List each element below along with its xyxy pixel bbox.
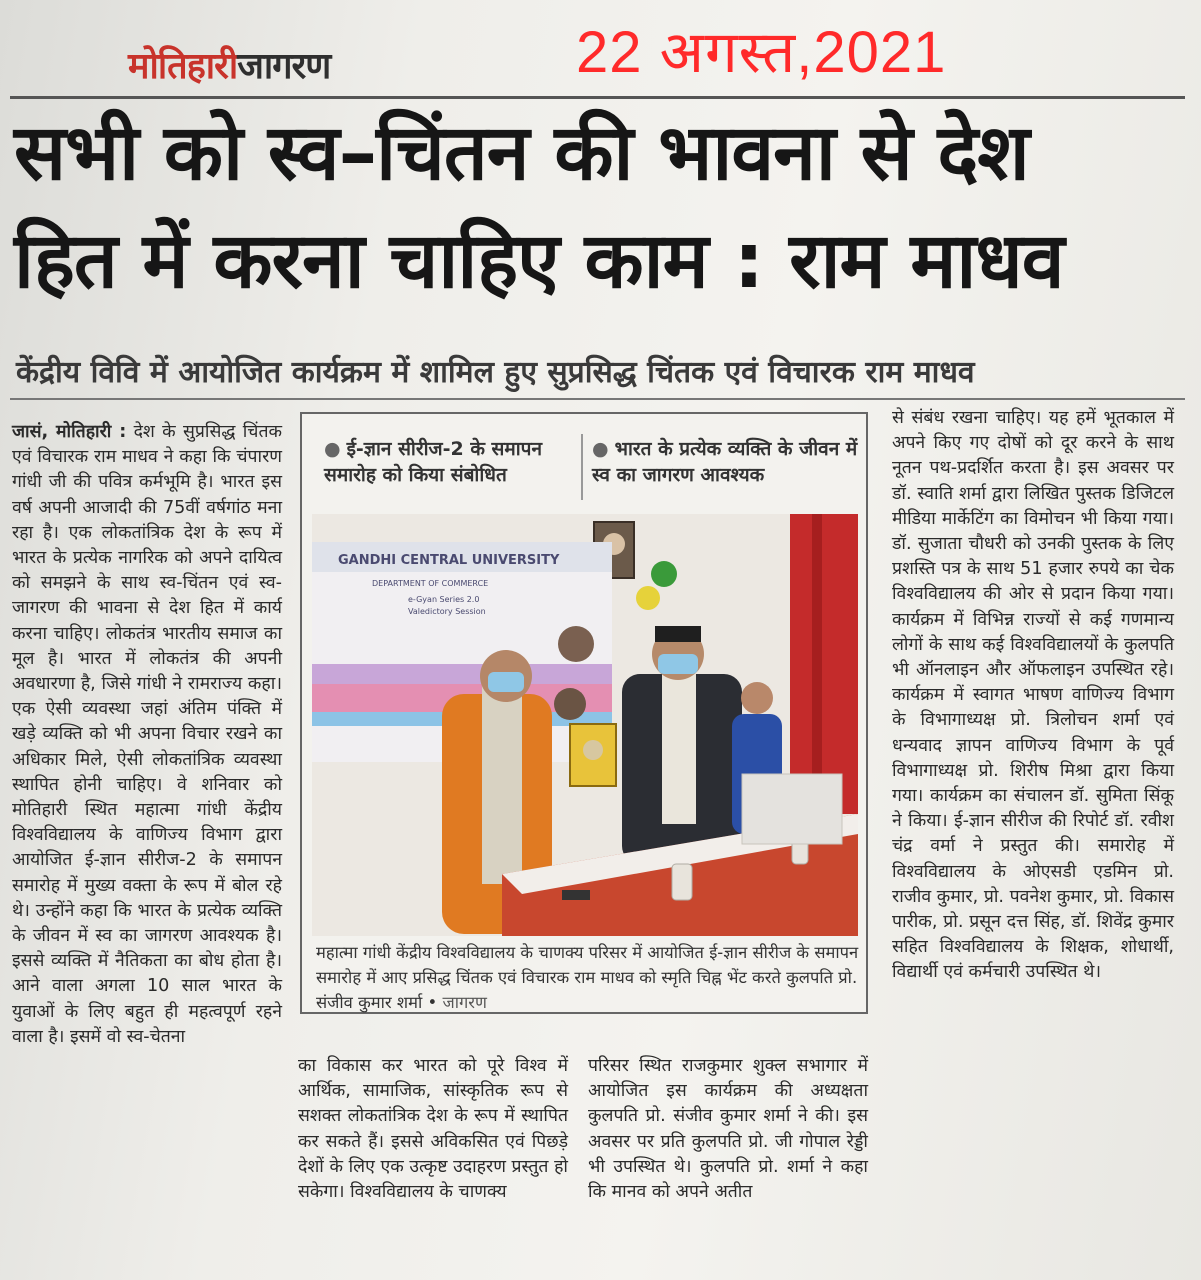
- event-photo-illustration: [312, 514, 858, 936]
- podium: [742, 774, 842, 844]
- water-glass-icon: [672, 864, 692, 900]
- article-column-3: परिसर स्थित राजकुमार शुक्ल सभागार में आयोजित इस कार्यक्रम की अध्यक्षता कुलपति प्रो. संजीव कुमार शर्मा ने की। इस अवसर पर प्रति कुलपति प्रो. जी गोपाल रेड्डी भी उपस्थित थे। कुलपति प्रो. शर्मा ने कहा कि मानव को अपने अतीत: [588, 1056, 868, 1203]
- person-right-hair: [655, 626, 701, 642]
- masthead-city: मोतिहारी: [128, 46, 238, 87]
- tagline-2-text: भारत के प्रत्येक व्यक्ति के जीवन में स्व का जागरण आवश्यक: [592, 438, 858, 486]
- tagline-divider: [581, 434, 583, 500]
- masthead: [128, 40, 330, 89]
- balloon-green-icon: [651, 561, 677, 587]
- date-stamp: 22 अगस्त,2021: [576, 20, 947, 85]
- masthead-rule: [10, 96, 1185, 99]
- tagline-1: [324, 436, 574, 488]
- memento-portrait: [583, 740, 603, 760]
- headline: [14, 100, 1189, 316]
- subheadline: केंद्रीय विवि में आयोजित कार्यक्रम में शामिल हुए सुप्रसिद्ध चिंतक एवं विचारक राम माधव: [16, 355, 975, 390]
- photo-credit: जागरण: [442, 993, 487, 1012]
- masthead-paper: जागरण: [237, 46, 331, 87]
- person-right-scarf: [662, 664, 696, 824]
- banner-purple-band: [312, 664, 612, 684]
- banner-line-4: Valedictory Session: [408, 607, 486, 616]
- subhead-rule: [10, 398, 1185, 400]
- tagline-2: [592, 436, 862, 488]
- event-photo: [312, 514, 858, 936]
- photo-caption: [316, 940, 864, 1015]
- article-column-4: से संबंध रखना चाहिए। यह हमें भूतकाल में अपने किए गए दोषों को दूर करने के साथ नूतन पथ-प्रदर्शित करता है। इस अवसर पर डॉ. स्वाति शर्मा द्वारा लिखित पुस्तक डिजिटल मीडिया मार्केटिंग का विमोचन भी किया गया। डॉ. सुजाता चौधरी को उनकी पुस्तक के लिए प्रशस्ति पत्र के साथ 51 हजार रुपये का चेक विश्वविद्यालय की ओर से प्रदान किया गया। कार्यक्रम में विभिन्न राज्यों से कई गणमान्य लोगों के साथ कई विश्वविद्यालयों के कुलपति भी ऑनलाइन और ऑफलाइन उपस्थित रहे। कार्यक्रम में स्वागत भाषण वाणिज्य विभाग के विभागाध्यक्ष प्रो. त्रिलोचन शर्मा एवं धन्यवाद ज्ञापन वाणिज्य विभाग के पूर्व विभागाध्यक्ष प्रो. शिरीष मिश्रा द्वारा किया गया। कार्यक्रम का संचालन डॉ. सुमिता सिंकू ने किया। ई-ज्ञान सीरीज की रिपोर्ट डॉ. रवीश चंद्र वर्मा ने प्रस्तुत की। समारोह में विश्वविद्यालय के ओएसडी एडमिन प्रो. राजीव कुमार, प्रो. पवनेश कुमार, प्रो. विकास पारीक, प्रो. प्रसून दत्त सिंह, डॉ. शिवेंद्र कुमार सहित विश्वविद्यालय के शिक्षक, शोधार्थी, विद्यार्थी एवं कर्मचारी उपस्थित थे।: [892, 408, 1174, 983]
- photo-box: [300, 412, 868, 1014]
- headline-line-1: सभी को स्व–चिंतन की भावना से देश: [14, 109, 1029, 198]
- curtain-fold: [812, 514, 822, 814]
- article-text-1: देश के सुप्रसिद्ध चिंतक एवं विचारक राम माधव ने कहा कि चंपारण गांधी जी की पवित्र कर्मभूमि है। भारत इस वर्ष अपनी आजादी की 75वीं वर्षगांठ मना रहा है। एक लोकतांत्रिक देश के रूप में भारत के प्रत्येक नागरिक को अपने दायित्व को समझने के साथ स्व-चिंतन एवं स्व-जागरण की भावना से देश हित में कार्य करना चाहिए। लोकतंत्र भारतीय समाज का मूल है। भारत में लोकतंत्र की अपनी अवधारणा है, जिसे गांधी ने रामराज्य कहा। एक ऐसी व्यवस्था जहां अंतिम पंक्ति में खड़े व्यक्ति को भी अपना विचार रखने का अधिकार मिले, ऐसी लोकतांत्रिक व्यवस्था स्थापित होनी चाहिए। वे शनिवार को मोतिहारी स्थित महात्मा गांधी केंद्रीय विश्वविद्यालय के वाणिज्य विभाग द्वारा आयोजित ई-ज्ञान सीरीज-2 के समापन समारोह में मुख्य वक्ता के रूप में बोल रहे थे। उन्होंने कहा कि भारत के प्रत्येक व्यक्ति के जीवन में स्व का जागरण आवश्यक है। इससे व्यक्ति में नैतिकता का बोध होता है। आने वाला अगला 10 साल भारत के युवाओं के लिए बहुत ही महत्वपूर्ण रहने वाला है। इसमें वो स्व-चेतना: [12, 422, 283, 1047]
- photo-caption-text: महात्मा गांधी केंद्रीय विश्वविद्यालय के चाणक्य परिसर में आयोजित ई-ज्ञान सीरीज के समापन समारोह में आए प्रसिद्ध चिंतक एवं विचारक राम माधव को स्मृति चिह्न भेंट करते कुलपति प्रो. संजीव कुमार शर्मा •: [316, 943, 859, 1012]
- tagline-1-text: ई-ज्ञान सीरीज-2 के समापन समारोह को किया संबोधित: [324, 438, 543, 486]
- balloon-yellow-icon: [636, 586, 660, 610]
- dateline: जासं, मोतिहारी :: [12, 422, 127, 442]
- person-left-shawl: [482, 684, 522, 884]
- banner-speaker-photo: [558, 626, 594, 662]
- person-right-mask: [658, 654, 698, 674]
- remote-icon: [562, 890, 590, 900]
- headline-line-2: हित में करना चाहिए काम : राम माधव: [14, 217, 1064, 306]
- person-seated-head: [741, 682, 773, 714]
- bullet-icon: ●: [324, 438, 341, 460]
- person-left-mask: [488, 672, 524, 692]
- banner-line-3: e-Gyan Series 2.0: [408, 595, 480, 604]
- red-curtain: [790, 514, 858, 814]
- article-column-2: का विकास कर भारत को पूरे विश्व में आर्थिक, सामाजिक, सांस्कृतिक रूप से सशक्त लोकतांत्रिक देश के रूप में स्थापित कर सकते हैं। इससे अविकसित एवं पिछड़े देशों के लिए एक उत्कृष्ट उदाहरण प्रस्तुत हो सकेगा। विश्वविद्यालय के चाणक्य: [298, 1056, 568, 1203]
- banner-line-1: GANDHI CENTRAL UNIVERSITY: [338, 553, 560, 568]
- banner-line-2: DEPARTMENT OF COMMERCE: [372, 579, 489, 588]
- article-column-1: [12, 420, 282, 1050]
- bullet-icon: ●: [592, 438, 609, 460]
- banner-speaker-photo: [554, 688, 586, 720]
